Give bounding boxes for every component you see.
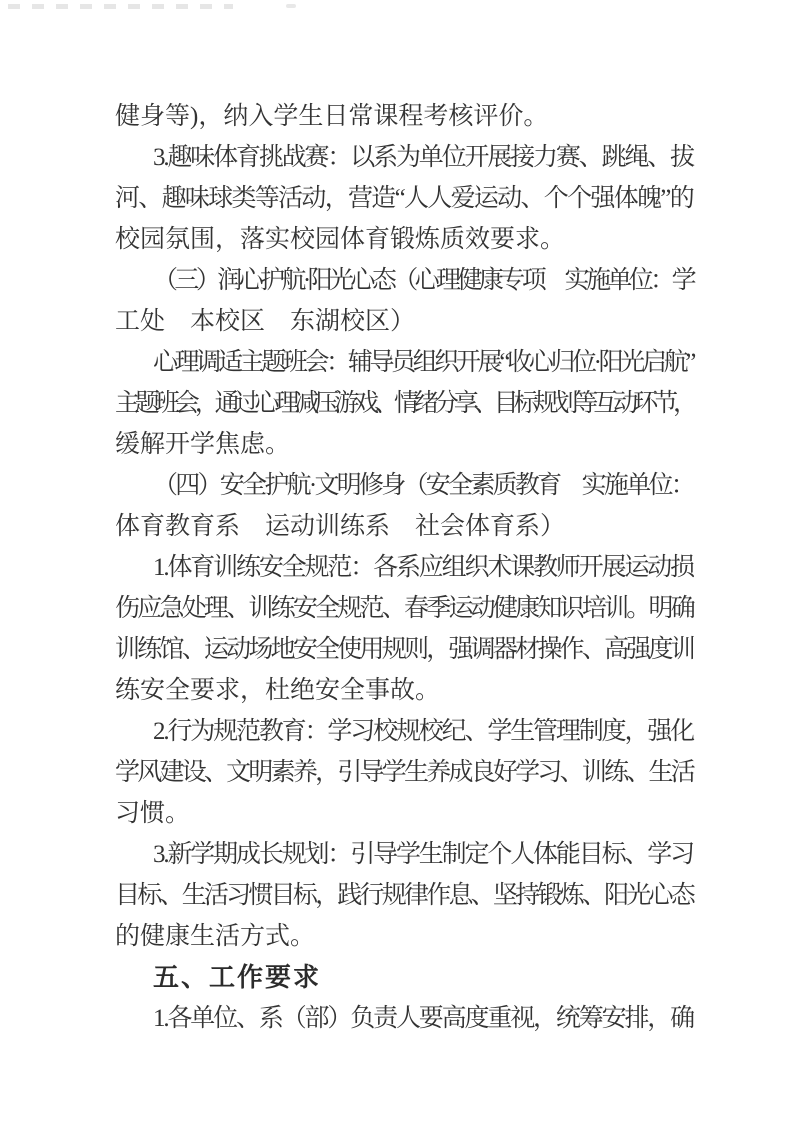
text-line-content: 2.行为规范教育：学习校规校纪、学生管理制度，强化 (153, 718, 693, 745)
text-line-content: 体育教育系 运动训练系 社会体育系） (115, 513, 566, 540)
text-line (115, 711, 693, 752)
text-line-content: （四）安全护航·文明修身（安全素质教育 实施单位： (153, 472, 693, 499)
document-body (115, 96, 693, 1039)
text-line (115, 260, 693, 301)
section-heading (115, 957, 693, 998)
text-line (115, 465, 693, 506)
text-line-content: 伤应急处理、训练安全规范、春季运动健康知识培训。明确 (115, 595, 693, 622)
text-line (115, 547, 693, 588)
text-line (115, 301, 693, 342)
text-line-content: 健身等)，纳入学生日常课程考核评价。 (115, 103, 549, 130)
text-line-content: 3.趣味体育挑战赛：以系为单位开展接力赛、跳绳、拔 (153, 144, 693, 171)
text-line-content: 训练馆、运动场地安全使用规则，强调器材操作、高强度训 (115, 636, 693, 663)
text-line (115, 137, 693, 178)
scan-noise-speck (286, 4, 296, 8)
text-line (115, 383, 693, 424)
text-line-content: 1.各单位、系（部）负责人要高度重视，统筹安排，确 (153, 1005, 693, 1032)
text-line-content: 五、工作要求 (153, 962, 322, 992)
text-line (115, 342, 693, 383)
text-line (115, 629, 693, 670)
text-line (115, 875, 693, 916)
text-line-content: （三）润心护航·阳光心态（心理健康专项 实施单位：学 (153, 267, 693, 294)
text-line-content: 练安全要求，杜绝安全事故。 (115, 677, 441, 704)
scan-noise-artifact (8, 4, 233, 9)
text-line-content: 校园氛围，落实校园体育锻炼质效要求。 (115, 226, 566, 253)
text-line (115, 834, 693, 875)
text-line-content: 的健康生活方式。 (115, 923, 316, 950)
text-line (115, 998, 693, 1039)
text-line (115, 424, 693, 465)
text-line-content: 习惯。 (115, 800, 191, 827)
text-line-content: 工处 本校区 东湖校区） (115, 308, 416, 335)
text-line (115, 178, 693, 219)
text-line-content: 目标、生活习惯目标，践行规律作息、坚持锻炼、阳光心态 (115, 882, 693, 909)
text-line (115, 670, 693, 711)
text-line (115, 506, 693, 547)
text-line (115, 588, 693, 629)
text-line-content: 河、趣味球类等活动，营造“人人爱运动、个个强体魄”的 (115, 185, 693, 212)
text-line-content: 心理调适主题班会：辅导员组织开展“收心归位·阳光启航” (153, 349, 693, 376)
text-line-content: 缓解开学焦虑。 (115, 431, 291, 458)
text-line-content: 主题班会，通过心理减压游戏、情绪分享、目标规划等互动环节， (115, 390, 693, 417)
text-line (115, 752, 693, 793)
text-line (115, 96, 693, 137)
text-line (115, 916, 693, 957)
text-line (115, 219, 693, 260)
text-line (115, 793, 693, 834)
text-line-content: 1.体育训练安全规范：各系应组织术课教师开展运动损 (153, 554, 693, 581)
text-line-content: 3.新学期成长规划：引导学生制定个人体能目标、学习 (153, 841, 693, 868)
text-line-content: 学风建设、文明素养，引导学生养成良好学习、训练、生活 (115, 759, 693, 786)
